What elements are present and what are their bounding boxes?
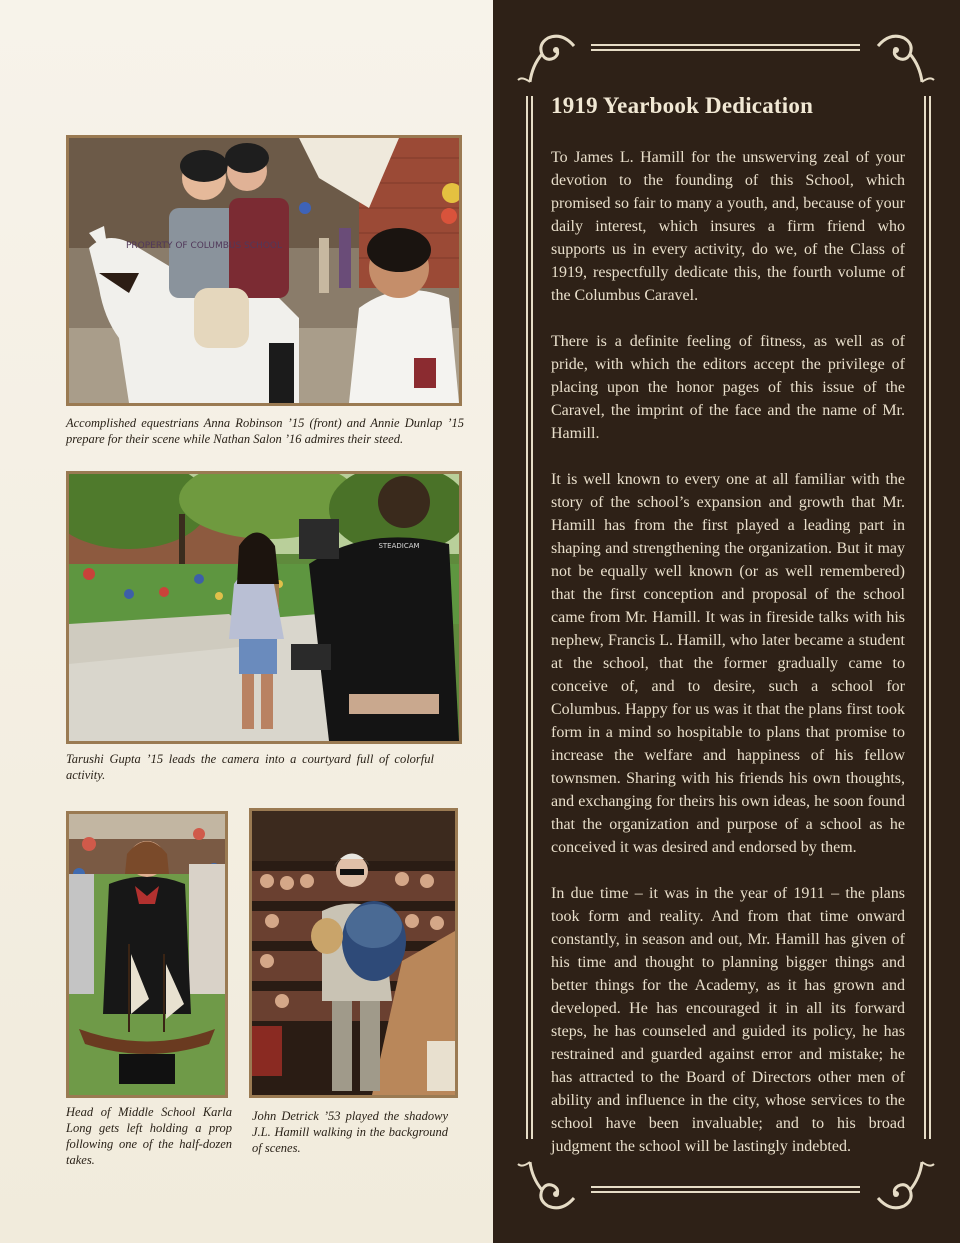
frame-bottom-rule-inner — [591, 1191, 860, 1193]
auditorium-caption: John Detrick ’53 played the shadowy J.L. Hamill walking in the background of scenes. — [252, 1109, 448, 1155]
frame-left-rule-inner — [531, 96, 533, 1139]
courtyard-caption: Tarushi Gupta ’15 leads the camera into a courtyard full of colorful activity. — [66, 752, 434, 782]
dedication-paragraph: It is well known to every one at all familiar with the story of the school’s expansion and growth that Mr. Hamill has from the first played a leading part in shaping and strengthening the organization. But it may not be equally well known (or as well remembered) that the first conception and proposal of the school came from Mr. Hamill. It was in fireside talks with his nephew, Francis L. Hamill, who later became a student at the school, that the former gradually came to conceive of, and to desire, such a school for Columbus. Happy for us was it that the plans first took form in a mind so hospitable to plans that promise to increase the welfare and happiness of his fellow townsmen. Sharing with his friends his own thoughts, and exchanging for theirs his own ideas, he soon found that the organization and purpose of a school as he conceived it was desired and endorsed by them. — [551, 471, 905, 856]
dedication-body — [551, 146, 905, 1181]
frame-top-rule — [591, 44, 860, 46]
dedication-paragraph: In due time – it was in the year of 1911 – the plans took form and reality. And from that time onward constantly, in season and out, Mr. Hamill has given of his time and thought to planning bigger things and better things for the Academy, as it has grown and developed. He has encouraged it in all its forward steps, he has counseled and guided its policy, he has restrained and guarded against error and mistake; he has attracted to the Board of Directors other men of ability and influence in the city, whose services to the school have been invaluable; and to his broad judgment the school will be lastingly indebted. — [551, 885, 905, 1155]
courtyard-photo — [66, 471, 462, 744]
ship-prop-photo — [66, 811, 228, 1098]
dedication-paragraph: To James L. Hamill for the unswerving zeal of your devotion to the founding of this School, which promised so fair to many a youth, and, because of your daily interest, which insures a firm friend who supports us in every activity, do we, of the Class of 1919, respectfully dedicate this, the fourth volume of the Columbus Caravel. — [551, 149, 905, 304]
vest-print: STEADICAM — [378, 542, 420, 550]
ship-prop-caption: Head of Middle School Karla Long gets left holding a prop following one of the half-dozen takes. — [66, 1105, 232, 1167]
equestrian-caption: Accomplished equestrians Anna Robinson ’15 (front) and Annie Dunlap ’15 prepare for their scene while Nathan Salon ’16 admires their steed. — [66, 416, 464, 446]
frame-right-rule — [924, 96, 926, 1139]
scroll-ornament-top-left-icon — [512, 26, 582, 86]
frame-bottom-rule — [591, 1186, 860, 1188]
auditorium-photo — [249, 808, 458, 1098]
shirt-print: PROPERTY OF COLUMBUS SCHOOL — [125, 241, 283, 251]
dedication-paragraph: There is a definite feeling of fitness, as well as of pride, with which the editors accept the privilege of placing upon the honor pages of this issue of the Caravel, the imprint of the face and the name of Mr. Hamill. — [551, 333, 905, 442]
frame-top-rule-inner — [591, 49, 860, 51]
dedication-title: 1919 Yearbook Dedication — [551, 93, 814, 118]
scroll-ornament-top-right-icon — [870, 26, 940, 86]
frame-left-rule — [526, 96, 528, 1139]
frame-right-rule-inner — [929, 96, 931, 1139]
equestrian-photo — [66, 135, 462, 406]
